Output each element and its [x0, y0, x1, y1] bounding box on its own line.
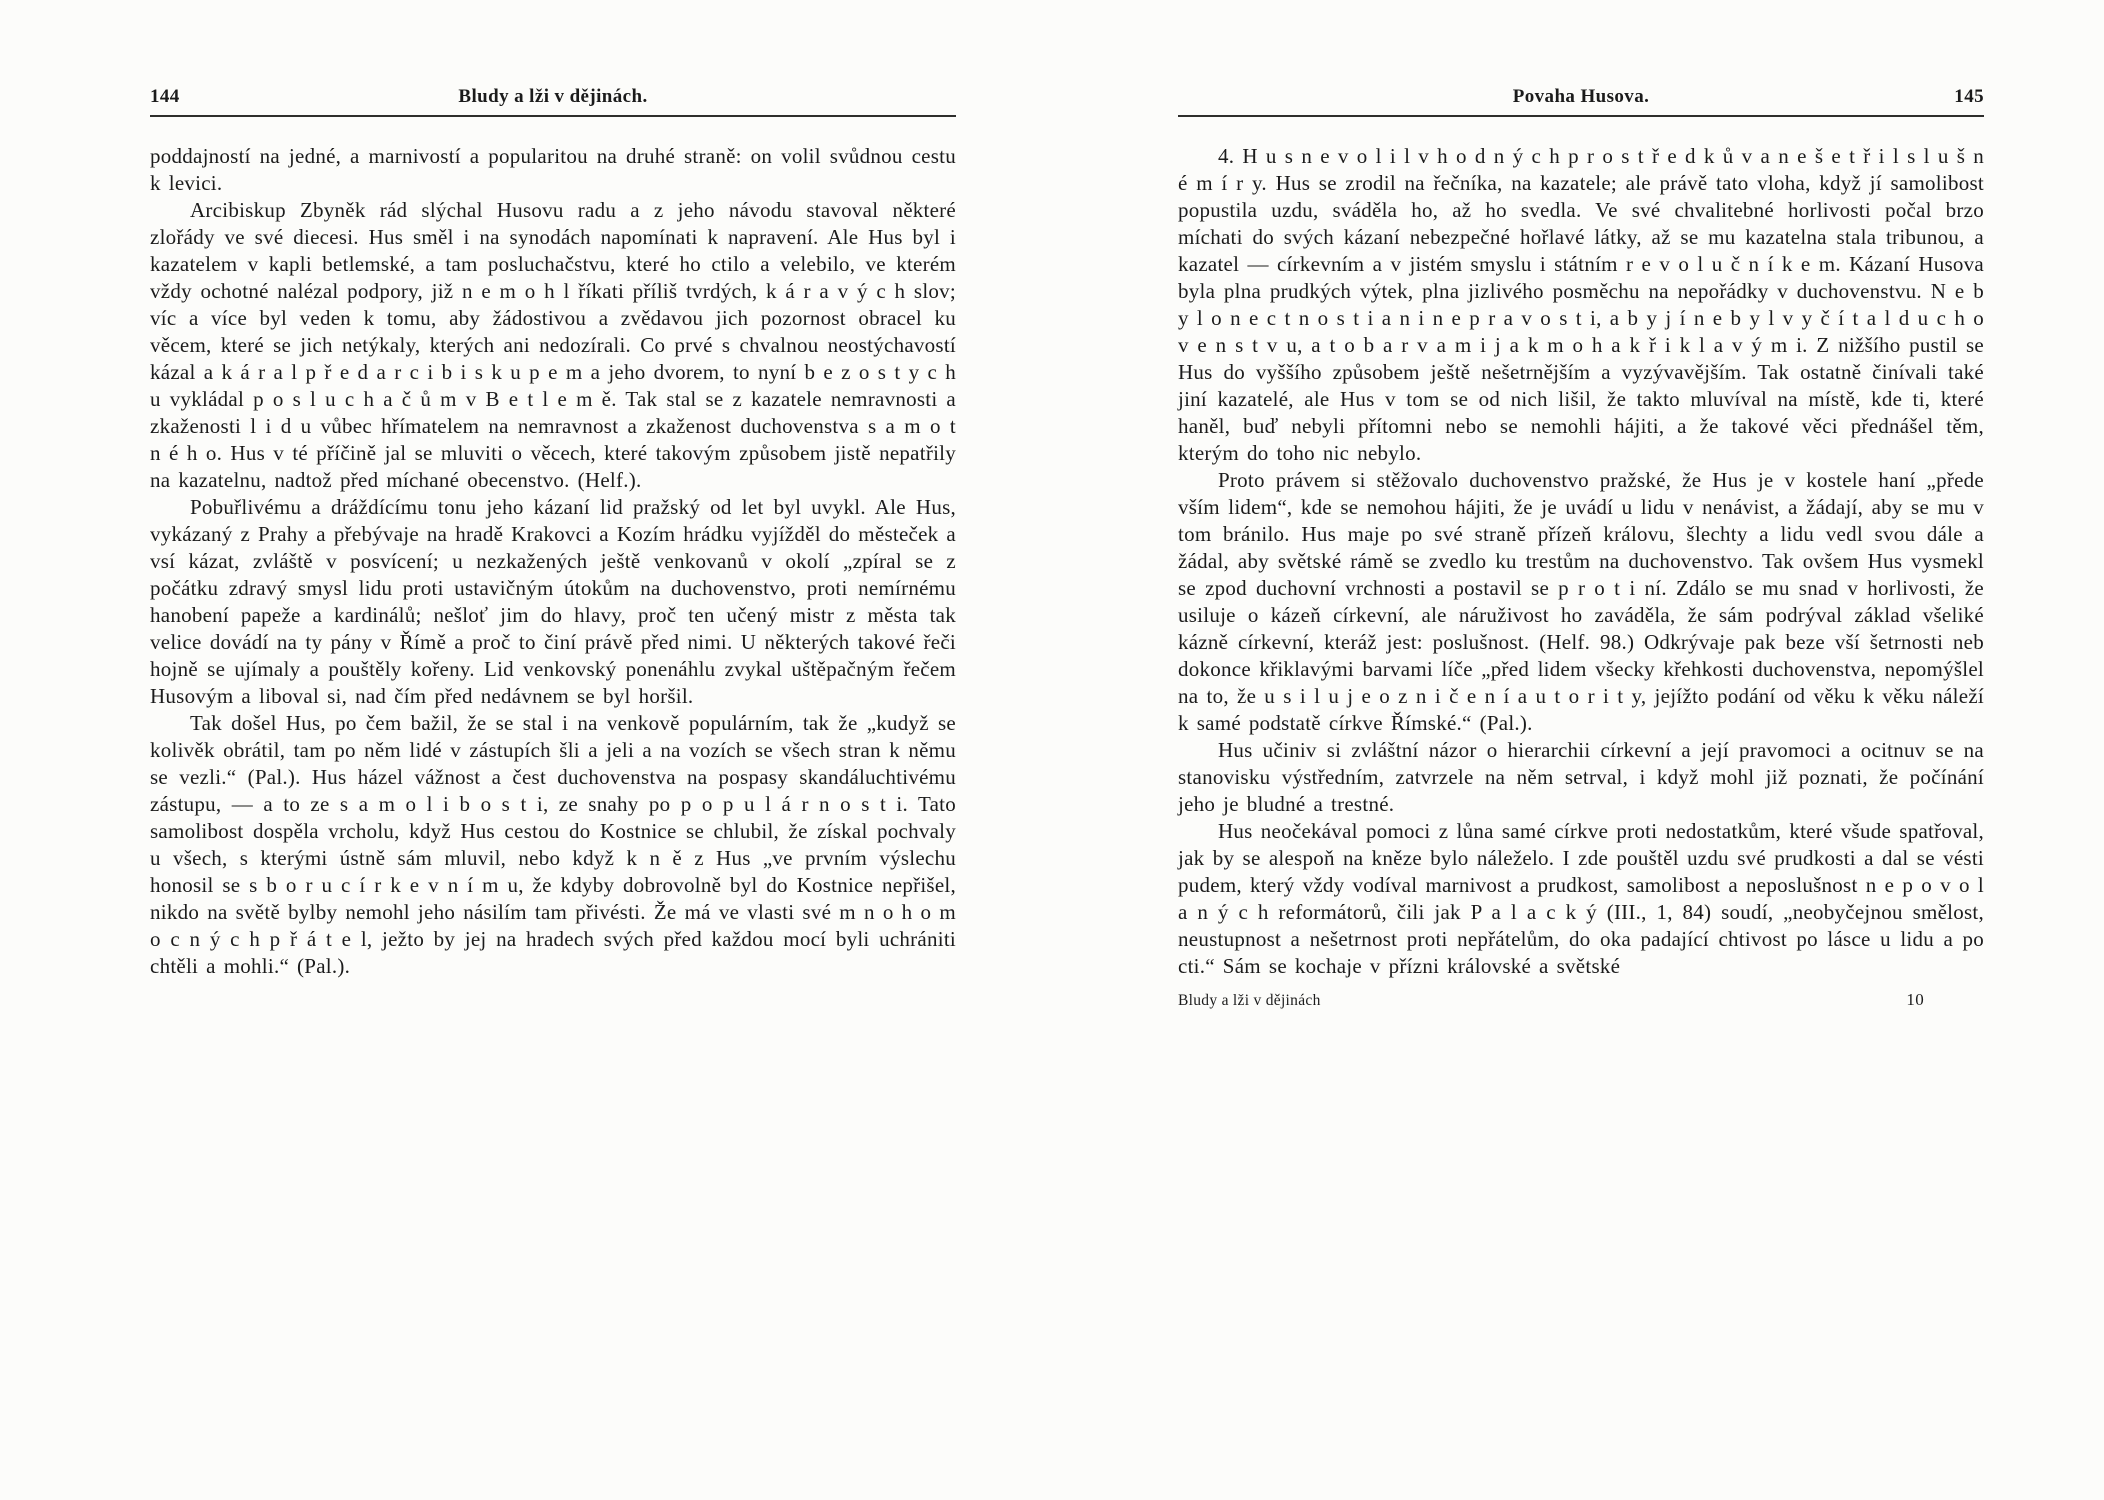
page-right-body [1178, 143, 1984, 980]
header-rule-right [1178, 115, 1984, 117]
footer-sheet-number: 10 [1906, 990, 1924, 1009]
page-left [150, 86, 956, 980]
header-rule-left [150, 115, 956, 117]
page-number-left: 144 [150, 86, 180, 107]
page-number-right: 145 [1954, 86, 1984, 107]
paragraph: Hus neočekával pomoci z lůna samé církve proti nedostatkům, které všude spatřoval, jak by se alespoň na kněze bylo náleželo. I zde pouštěl uzdu své prudkosti a dal se vésti pudem, který vždy vodíval marnivost a prudkost, samolibost a neposlušnost n e p o v o l a n ý c h reformátorů, čili jak P a l a c k ý (III., 1, 84) soudí, „neobyčejnou smělost, neustupnost a nešetrnost proti nepřátelům, do oka padající chtivost po lásce u lidu a po cti.“ Sám se kochaje v přízni královské a světské [1178, 819, 1984, 978]
page-right-footer [1178, 990, 1984, 1010]
page-left-body [150, 143, 956, 980]
page-right-header [1178, 86, 1984, 108]
paragraph: Tak došel Hus, po čem bažil, že se stal i na venkově populárním, tak že „kudyž se kolivěk obrátil, tam po něm lidé v zástupích šli a jeli a na vozích se všech stran k němu se vezli.“ (Pal.). Hus házel vážnost a čest duchovenstva na pospasy skandáluchtivému zástupu, — a to ze s a m o l i b o s t i, ze snahy po p o p u l á r n o s t i. Tato samolibost dospěla vrcholu, když Hus cestou do Kostnice se chlubil, že získal pochvaly u všech, s kterými ústně sám mluvil, nebo když k n ě z Hus „ve prvním výslechu honosil se s b o r u c í r k e v n í m u, že kdyby dobrovolně byl do Kostnice nepřišel, nikdo na světě bylby nemohl jeho násilím tam přivésti. Že má ve vlasti své m n o h o m o c n ý c h p ř á t e l, ježto by jej na hradech svých před každou mocí byli uchrániti chtěli a mohli.“ (Pal.). [150, 711, 956, 978]
paragraph: Proto právem si stěžovalo duchovenstvo pražské, že Hus je v kostele haní „přede vším lidem“, kde se nemohou hájiti, že je uvádí u lidu v nenávist, a žádají, aby se mu v tom bránilo. Hus maje po své straně přízeň královu, šlechty a lidu vedl svou dále a žádal, aby světské rámě se zvedlo ku trestům na duchovenstvo. Tak ovšem Hus vysmekl se zpod duchovní vrchnosti a postavil se p r o t i ní. Zdálo se mu snad v horlivosti, že usiluje o kázeň církevní, ale náruživost ho zaváděla, že sám podrýval základ všeliké kázně církevní, kteráž jest: poslušnost. (Helf. 98.) Odkrývaje pak beze vší šetrnosti neb dokonce křiklavými barvami líče „před lidem všecky křehkosti duchovenstva, nepomýšlel na to, že u s i l u j e o z n i č e n í a u t o r i t y, jejížto podání od věku k věku náleží k samé podstatě církve Římské.“ (Pal.). [1178, 468, 1984, 735]
paragraph: Arcibiskup Zbyněk rád slýchal Husovu radu a z jeho návodu stavoval některé zlořády ve své diecesi. Hus směl i na synodách napomínati k napravení. Ale Hus byl i kazatelem v kapli betlemské, a tam posluchačstvu, které ho ctilo a velebilo, ve kterém vždy ochotné nalézal podpory, již n e m o h l říkati příliš tvrdých, k á r a v ý c h slov; víc a více byl veden k tomu, aby žádostivou a zvědavou jich pozornost obracel ku věcem, které se jich netýkaly, kterých ani nedozírali. Co prvé s chvalnou neostýchavostí kázal a k á r a l p ř e d a r c i b i s k u p e m a jeho dvorem, to nyní b e z o s t y c h u vykládal p o s l u c h a č ů m v B e t l e m ě. Tak stal se z kazatele nemravnosti a zkaženosti l i d u vůbec hřímatelem na nemravnost a zkaženost duchovenstva s a m o t n é h o. Hus v té příčině jal se mluviti o věcech, které takovým způsobem jistě nepatřily na kazatelnu, nadtož před míchané obecenstvo. (Helf.). [150, 198, 956, 492]
running-title-right: Povaha Husova. [1512, 86, 1650, 107]
paragraph: Hus učiniv si zvláštní názor o hierarchii církevní a její pravomoci a ocitnuv se na stanovisku výstředním, zatvrzele na něm setrval, i když mohl již poznati, že počínání jeho je bludné a trestné. [1178, 738, 1984, 816]
running-title-left: Bludy a lži v dějinách. [458, 86, 648, 107]
page-right [1178, 86, 1984, 1010]
footer-signature: Bludy a lži v dějinách [1178, 992, 1321, 1009]
paragraph: poddajností na jedné, a marnivostí a popularitou na druhé straně: on volil svůdnou cestu k levici. [150, 144, 956, 195]
paragraph: Pobuřlivému a dráždícímu tonu jeho kázaní lid pražský od let byl uvykl. Ale Hus, vykázaný z Prahy a přebývaje na hradě Krakovci a Kozím hrádku vyjížděl do městeček a vsí kázat, zvláště v posvícení; u nezkažených ještě venkovanů v okolí „zpíral se z počátku zdravý smysl lidu proti ustavičným útokům na duchovenstvo, proti nemírnému hanobení papeže a kardinálů; nešloť jim do hlavy, proč ten učený mistr z města tak velice dovádí na ty pány v Římě a proč to činí právě před nimi. U některých takové řeči hojně se ujímaly a pouštěly kořeny. Lid venkovský ponenáhlu zvykal uštěpačným řečem Husovým a liboval si, nad čím před nedávnem se byl horšil. [150, 495, 956, 708]
paragraph: 4. H u s n e v o l i l v h o d n ý c h p r o s t ř e d k ů v a n e š e t ř i l s l u š n é m í r y. Hus se zrodil na řečníka, na kazatele; ale právě tato vloha, když jí samolibost popustila uzdu, sváděla ho, až ho svedla. Ve své chvalitebné horlivosti počal brzo míchati do svých kázaní nebezpečné hořlavé látky, až se mu kazatelna stala tribunou, a kazatel — církevním a v jistém smyslu i státním r e v o l u č n í k e m. Kázaní Husova byla plna prudkých výtek, plna jizlivého posměchu na nepořádky v duchovenstvu. N e b y l o n e c t n o s t i a n i n e p r a v o s t i, a b y j í n e b y l v y č í t a l d u c h o v e n s t v u, a t o b a r v a m i j a k m o h a k ř i k l a v ý m i. Z nižšího pustil se Hus do vyššího způsobem ještě nešetrnějším a vyzývavějším. Tak ostatně činívali také jiní kazatelé, ale Hus v tom se od nich lišil, že takto mluvíval na místě, kde ti, které haněl, buď nebyli přítomni nebo se nemohli hájiti, a že takové věci přednášel těm, kterým do toho nic nebylo. [1178, 144, 1984, 465]
page-left-header [150, 86, 956, 108]
